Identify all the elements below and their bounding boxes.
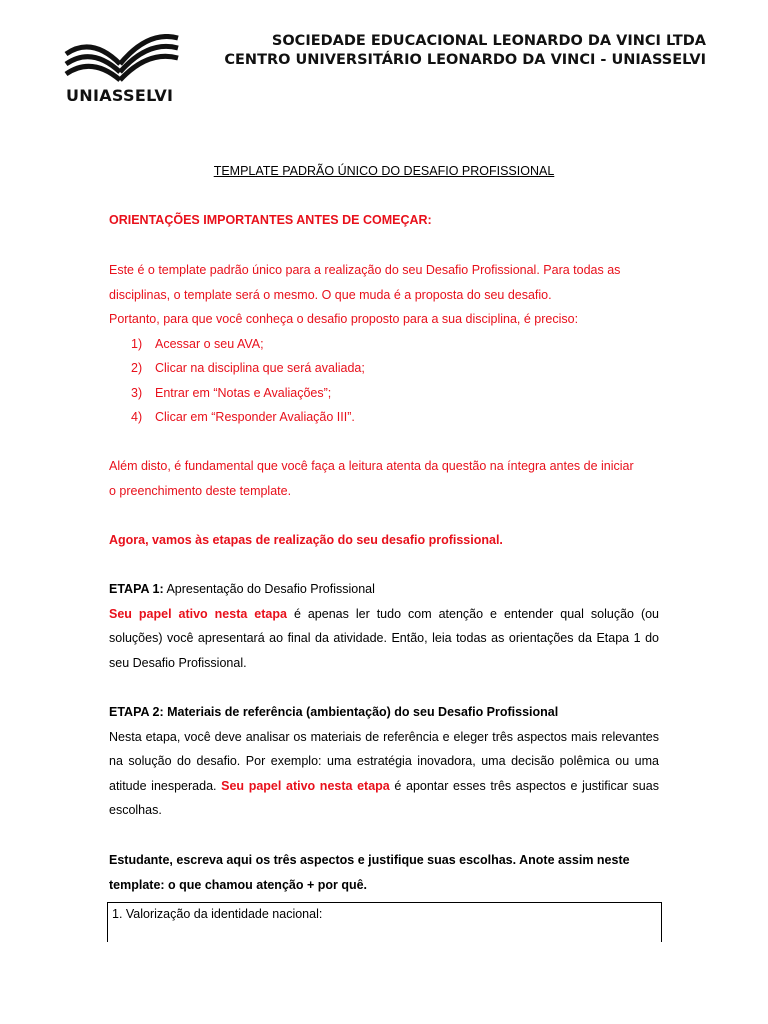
uniasselvi-logo bbox=[62, 34, 184, 110]
list-item bbox=[109, 332, 659, 357]
list-item bbox=[109, 381, 659, 406]
etapa2-body: Nesta etapa, você deve analisar os materiais de referência e eleger três aspectos mais relevantes na solução do desafio. Por exemplo: uma estratégia inovadora, uma decisão polêmica ou uma atitude inesperada. bbox=[109, 729, 659, 793]
etapa1-title: Apresentação do Desafio Profissional bbox=[166, 582, 375, 596]
company-name: SOCIEDADE EDUCACIONAL LEONARDO DA VINCI LTDA bbox=[271, 33, 706, 49]
etapa1-heading bbox=[109, 577, 659, 602]
list-number: 4) bbox=[131, 410, 143, 424]
etapa2-text bbox=[109, 725, 659, 823]
active-role-highlight: Seu papel ativo nesta etapa bbox=[109, 606, 287, 621]
list-text: Clicar na disciplina que será avaliada; bbox=[155, 361, 365, 375]
company-header bbox=[224, 32, 706, 70]
list-number: 2) bbox=[131, 361, 143, 375]
etapa1-body: é apenas ler tudo com atenção e entender qual solução (ou soluções) você apresentará ao final da atividade. Então, leia todas as orientações da Etapa 1 do seu Desafio Profissional. bbox=[109, 606, 660, 670]
orientations-heading: ORIENTAÇÕES IMPORTANTES ANTES DE COMEÇAR: bbox=[109, 213, 432, 227]
list-text: Entrar em “Notas e Avaliações”; bbox=[155, 385, 332, 400]
etapa2-body-end: é apontar esses três aspectos e justificar suas escolhas. bbox=[109, 778, 659, 817]
answer-box[interactable] bbox=[107, 902, 662, 942]
intro-line: Este é o template padrão único para a realização do seu Desafio Profissional. Para todas as bbox=[109, 263, 621, 277]
list-item bbox=[109, 405, 659, 430]
etapa2-section bbox=[109, 700, 659, 823]
student-prompt: Estudante, escreva aqui os três aspectos e justifique suas escolhas. Anote assim neste template: o que chamou atenção + por quê. bbox=[109, 853, 630, 892]
list-text: Acessar o seu AVA; bbox=[155, 336, 264, 351]
intro-line: Portanto, para que você conheça o desafio proposto para a sua disciplina, é preciso: bbox=[109, 312, 579, 326]
institution-name: CENTRO UNIVERSITÁRIO LEONARDO DA VINCI - UNIASSELVI bbox=[224, 52, 706, 68]
intro-paragraph bbox=[109, 258, 659, 430]
steps-list bbox=[109, 332, 659, 430]
etapa2-heading bbox=[109, 700, 659, 725]
active-role-highlight: Seu papel ativo nesta etapa bbox=[221, 778, 390, 793]
reading-line: Além disto, é fundamental que você faça a leitura atenta da questão na íntegra antes de iniciar bbox=[109, 459, 634, 473]
list-item bbox=[109, 356, 659, 381]
logo-text: UNIASSELVI bbox=[66, 86, 174, 105]
etapa2-label: ETAPA 2: bbox=[109, 705, 164, 719]
list-number: 1) bbox=[131, 336, 143, 351]
steps-heading: Agora, vamos às etapas de realização do seu desafio profissional. bbox=[109, 533, 503, 547]
answer-item: 1. Valorização da identidade nacional: bbox=[112, 907, 323, 921]
etapa1-label: ETAPA 1: bbox=[109, 582, 164, 596]
etapa1-section bbox=[109, 577, 659, 675]
list-number: 3) bbox=[131, 385, 143, 400]
reading-line: o preenchimento deste template. bbox=[109, 483, 292, 498]
document-title: TEMPLATE PADRÃO ÚNICO DO DESAFIO PROFISSIONAL bbox=[213, 164, 555, 178]
reading-paragraph bbox=[109, 454, 659, 503]
list-text: Clicar em “Responder Avaliação III”. bbox=[155, 410, 355, 424]
etapa1-text bbox=[109, 602, 659, 676]
etapa2-title: Materiais de referência (ambientação) do seu Desafio Profissional bbox=[167, 705, 559, 719]
book-wings-icon bbox=[62, 34, 184, 84]
intro-line: disciplinas, o template será o mesmo. O que muda é a proposta do seu desafio. bbox=[109, 287, 552, 302]
